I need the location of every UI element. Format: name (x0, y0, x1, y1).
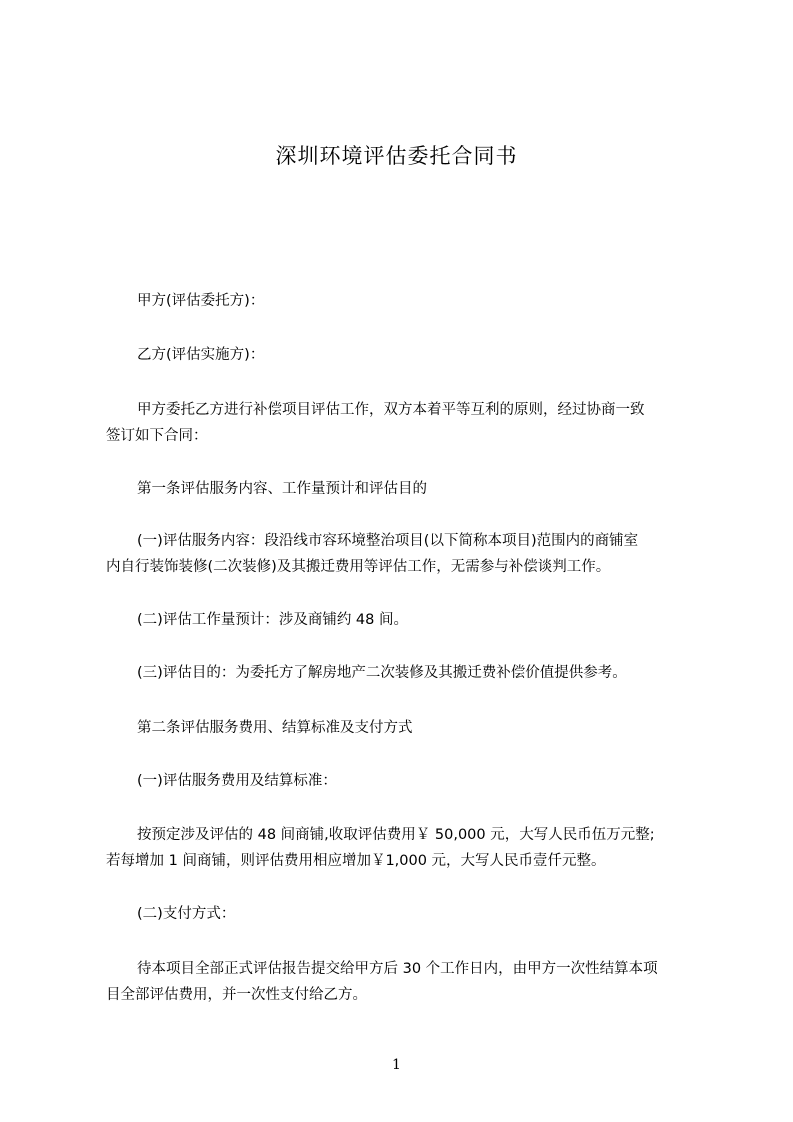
article-1-item-1-line-1: (一)评估服务内容：段沿线市容环境整治项目(以下简称本项目)范围内的商铺室 (137, 533, 639, 549)
payment-line-2: 目全部评估费用，并一次性支付给乙方。 (106, 987, 367, 1003)
page-number: 1 (392, 1057, 401, 1073)
payment-line-1: 待本项目全部正式评估报告提交给甲方后 30 个工作日内，由甲方一次性结算本项 (137, 961, 658, 977)
fee-line-2: 若每增加 1 间商铺，则评估费用相应增加￥1,000 元，大写人民币壹仟元整。 (106, 853, 606, 869)
intro-line-1: 甲方委托乙方进行补偿项目评估工作，双方本着平等互利的原则，经过协商一致 (137, 402, 645, 418)
document-title: 深圳环境评估委托合同书 (275, 144, 518, 168)
article-1-item-2: (二)评估工作量预计：涉及商铺约 48 间。 (137, 612, 408, 628)
article-2-item-2: (二)支付方式： (137, 906, 236, 922)
fee-paragraph (106, 822, 689, 874)
party-b-line: 乙方(评估实施方)： (137, 347, 265, 363)
article-1-item-3: (三)评估目的：为委托方了解房地产二次装修及其搬迁费补偿价值提供参考。 (137, 665, 627, 681)
fee-line-1: 按预定涉及评估的 48 间商铺,收取评估费用￥ 50,000 元，大写人民币伍万元整; (137, 827, 655, 843)
article-1-heading: 第一条评估服务内容、工作量预计和评估目的 (137, 481, 427, 497)
article-1-item-1-line-2: 内自行装饰装修(二次装修)及其搬迁费用等评估工作，无需参与补偿谈判工作。 (106, 559, 611, 575)
article-2-item-1: (一)评估服务费用及结算标准： (137, 773, 337, 789)
article-2-heading: 第二条评估服务费用、结算标准及支付方式 (137, 720, 413, 736)
intro-paragraph (106, 397, 689, 449)
article-1-item-1 (106, 528, 689, 580)
party-a-line: 甲方(评估委托方)： (137, 293, 265, 309)
intro-line-2: 签订如下合同： (106, 428, 208, 444)
payment-paragraph (106, 956, 689, 1008)
